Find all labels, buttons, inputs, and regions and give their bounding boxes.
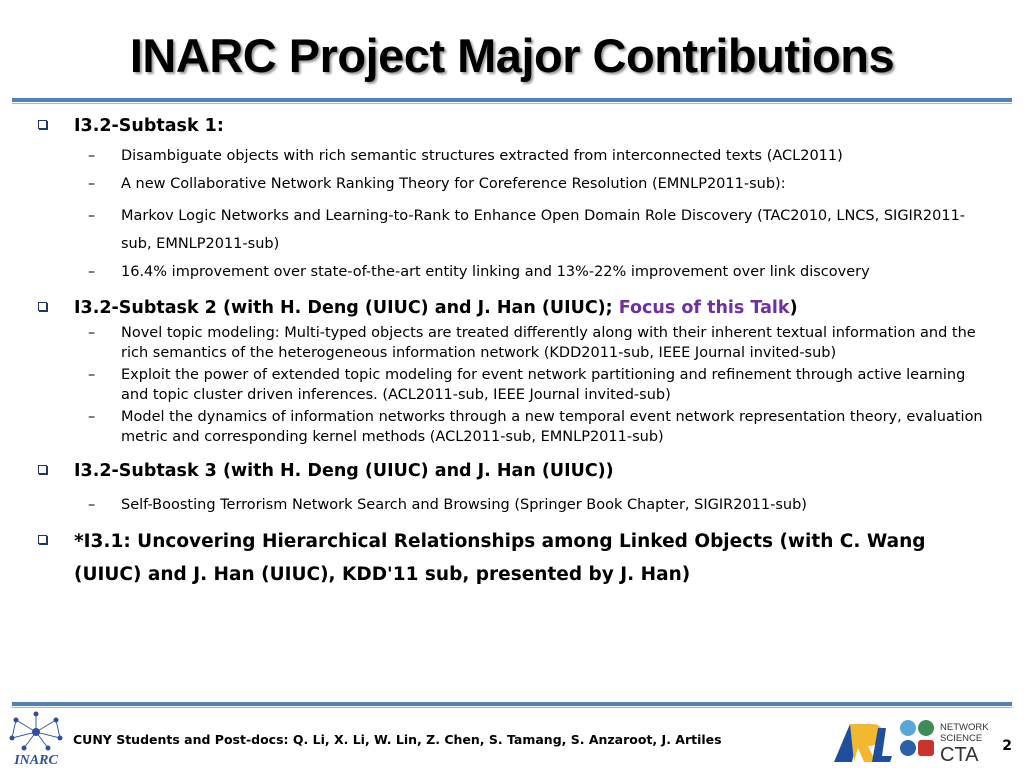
list-item-text: Markov Logic Networks and Learning-to-Rank to Enhance Open Domain Role Discovery (TAC2010, LNCS, SIGIR2011-sub, EMNLP2011-sub) xyxy=(121,208,966,252)
list-item-text: Model the dynamics of information networks through a new temporal event network representation theory, evaluation metric and corresponding kernel methods (ACL2011-sub, EMNLP2011-sub) xyxy=(121,409,983,445)
dash-bullet: – xyxy=(88,208,96,224)
logo-ns-line2: SCIENCE xyxy=(940,733,983,744)
dash-bullet: – xyxy=(88,367,96,383)
focus-highlight: Focus of this Talk xyxy=(618,298,790,318)
page-number: 2 xyxy=(1002,738,1012,754)
dash-bullet: – xyxy=(88,409,96,425)
section-2-heading-close: ) xyxy=(789,298,798,318)
section-1-heading xyxy=(0,110,1024,142)
section-3-heading-text: I3.2-Subtask 3 (with H. Deng (UIUC) and J. Han (UIUC)) xyxy=(74,461,614,481)
list-item xyxy=(0,408,1024,447)
list-item-text: Self-Boosting Terrorism Network Search and Browsing (Springer Book Chapter, SIGIR2011-sub) xyxy=(121,497,807,513)
list-item xyxy=(0,324,1024,363)
list-item xyxy=(0,491,1024,519)
dash-bullet: – xyxy=(88,325,96,341)
list-item-text: A new Collaborative Network Ranking Theory for Coreference Resolution (EMNLP2011-sub): xyxy=(121,176,786,192)
list-item-text: 16.4% improvement over state-of-the-art entity linking and 13%-22% improvement over link discovery xyxy=(121,264,870,280)
title-divider xyxy=(12,98,1012,102)
square-bullet-icon xyxy=(38,302,47,311)
footer-credits: CUNY Students and Post-docs: Q. Li, X. Li, W. Lin, Z. Chen, S. Tamang, S. Anzaroot, J. Artiles xyxy=(73,732,722,747)
inarc-logo-text: INARC xyxy=(14,753,58,768)
logo-ns-line1: NETWORK xyxy=(940,722,989,733)
square-bullet-icon xyxy=(38,535,47,544)
square-bullet-icon xyxy=(38,120,47,129)
title-divider-thin xyxy=(12,103,1012,104)
list-item-text: Novel topic modeling: Multi-typed objects are treated differently along with their inherent textual information and the rich semantics of the heterogeneous information network (KDD2011-sub, IEEE Journal invited-sub) xyxy=(121,325,976,361)
section-1-heading-text: I3.2-Subtask 1: xyxy=(74,116,224,136)
section-2-heading xyxy=(0,292,1024,324)
section-4-heading xyxy=(0,525,1024,591)
dash-bullet: – xyxy=(88,176,96,192)
slide-content xyxy=(0,110,1024,591)
section-2-heading-text: I3.2-Subtask 2 (with H. Deng (UIUC) and J. Han (UIUC); xyxy=(74,298,619,318)
slide-title: INARC Project Major Contributions xyxy=(129,29,895,82)
section-3-heading xyxy=(0,455,1024,487)
dash-bullet: – xyxy=(88,148,96,164)
list-item xyxy=(0,142,1024,170)
list-item-text: Exploit the power of extended topic modeling for event network partitioning and refinement through active learning and topic cluster driven inferences. (ACL2011-sub, IEEE Journal invited-sub) xyxy=(121,367,966,403)
square-bullet-icon xyxy=(38,465,47,474)
section-4-heading-text: *I3.1: Uncovering Hierarchical Relationships among Linked Objects (with C. Wang (UIUC) and J. Han (UIUC), KDD'11 sub, presented by J. Han) xyxy=(74,531,926,585)
list-item-text: Disambiguate objects with rich semantic structures extracted from interconnected texts (ACL2011) xyxy=(121,148,843,164)
footer-divider xyxy=(12,702,1012,706)
dash-bullet: – xyxy=(88,497,96,513)
network-science-cta-logo xyxy=(898,718,1000,766)
arl-logo xyxy=(832,718,894,766)
list-item xyxy=(0,366,1024,405)
list-item xyxy=(0,202,1024,258)
dash-bullet: – xyxy=(88,264,96,280)
list-item xyxy=(0,170,1024,198)
footer-divider-thin xyxy=(12,707,1012,708)
logo-ns-line3: CTA xyxy=(940,744,979,766)
inarc-logo xyxy=(2,708,70,768)
list-item xyxy=(0,258,1024,286)
